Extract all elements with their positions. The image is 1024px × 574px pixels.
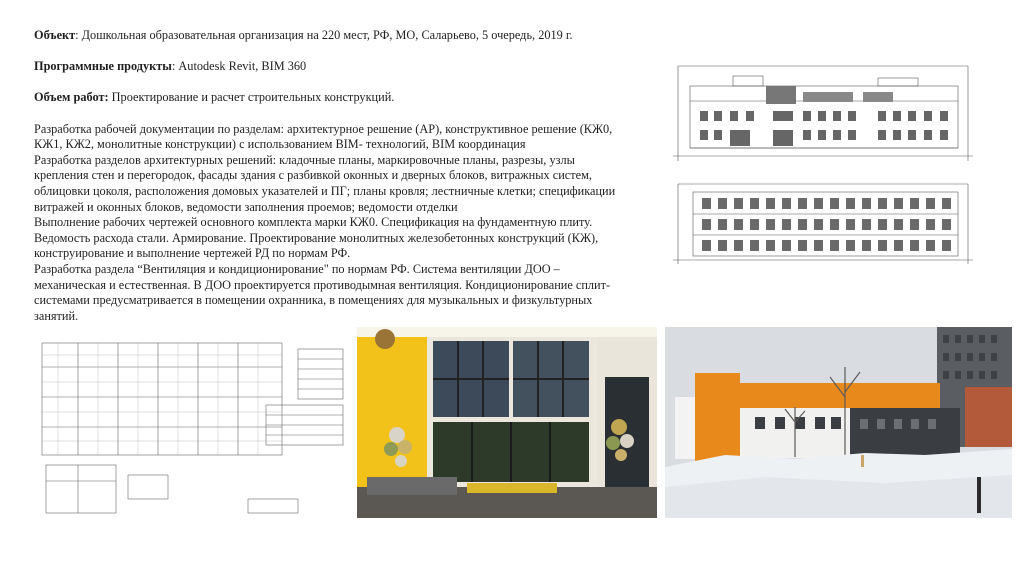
description-line: конструирование и выполнение чертежей РД по нормам РФ. [34, 246, 351, 261]
description-line: Разработка раздела “Вентиляция и кондиционирование" по нормам РФ. Система вентиляции ДОО – [34, 261, 560, 276]
description-line: механическая и естественная. В ДОО проектируется противодымная вентиляция. Кондиционирование сплит- [34, 277, 611, 292]
description-line: крепления стен и перегородок, фасады здания с разбивкой оконных и дверных блоков, витражных систем, [34, 168, 592, 183]
object-label: Объект [34, 28, 76, 42]
exterior-winter-photo [665, 327, 1012, 518]
facade-elevation-drawing-1 [668, 56, 978, 168]
description-line: системами предусматривается в помещении охранника, в помещениях для музыкальных и физкультурных [34, 293, 593, 308]
description-line: Ведомость расхода стали. Армирование. Проектирование монолитных железобетонных конструкций (КЖ), [34, 230, 599, 245]
scope-label: Объем работ: [34, 90, 109, 105]
project-description [34, 28, 654, 324]
interior-entrance-photo [357, 327, 657, 518]
object-line [34, 28, 654, 44]
floor-plan-drawing [28, 327, 351, 518]
description-line: КЖ1, КЖ2, монолитные конструкции) с использованием BIM- технологий, BIM координация [34, 137, 526, 152]
scope-text: Проектирование и расчет строительных конструкций. [108, 90, 395, 105]
scope-line [34, 90, 654, 106]
description-line: Выполнение рабочих чертежей основного комплекта марки КЖ0. Спецификация на фундаментную плиту. [34, 215, 593, 230]
software-text: : Autodesk Revit, BIM 360 [171, 59, 307, 74]
software-line [34, 59, 654, 75]
object-text: : Дошкольная образовательная организация на 220 мест, РФ, МО, Саларьево, 5 очередь, 2019 г. [75, 28, 573, 42]
description-line: витражей и оконных блоков, ведомости заполнения проемов; ведомости отделки [34, 199, 458, 214]
description-line: Разработка разделов архитектурных решений: кладочные планы, маркировочные планы, разрезы, узлы [34, 152, 575, 167]
description-line: занятий. [34, 308, 79, 323]
description-line: Разработка рабочей документации по разделам: архитектурное решение (АР), конструктивное решение (КЖ0, [34, 121, 613, 136]
description-line: облицовки цоколя, расположения домовых указателей и ПГ; планы кровля; лестничные клетки; спецификации [34, 183, 616, 198]
facade-elevation-drawing-2 [668, 178, 978, 270]
software-label: Программные продукты [34, 59, 172, 74]
